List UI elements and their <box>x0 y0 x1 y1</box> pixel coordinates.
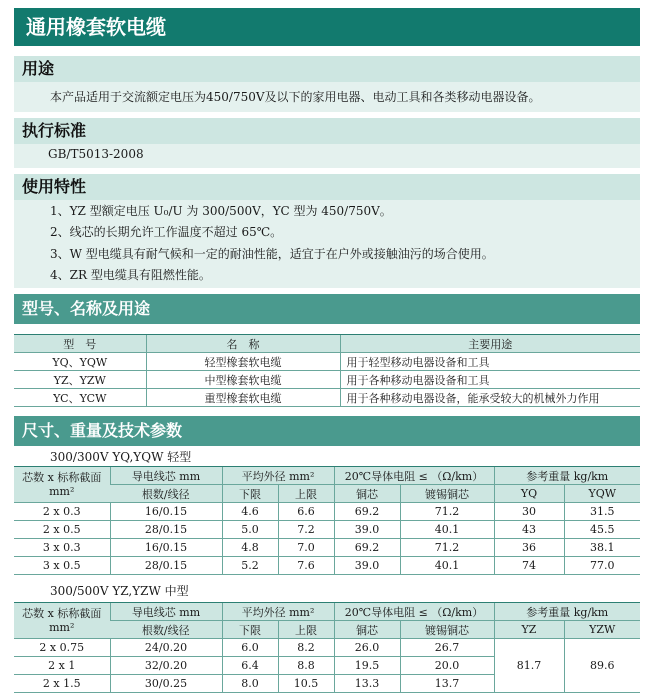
cell: YC、YCW <box>14 389 146 407</box>
cell: 4.6 <box>222 503 278 521</box>
tin-header: 镀锡铜芯 <box>400 485 494 503</box>
cell: 74 <box>494 557 564 575</box>
core-label: 芯数 x 标称截面 <box>22 606 102 620</box>
header-cell: 型 号 <box>14 335 146 353</box>
cell: 2 x 1 <box>14 657 110 675</box>
od-header: 平均外径 mm² <box>222 603 334 621</box>
cell: 31.5 <box>564 503 640 521</box>
cell: 2 x 1.5 <box>14 675 110 693</box>
cell: YQ、YQW <box>14 353 146 371</box>
models-table <box>14 334 640 407</box>
resistance-header: 20℃导体电阻 ≤ （Ω/km） <box>334 467 494 485</box>
feature-item: 2、线芯的长期允许工作温度不超过 65℃。 <box>50 225 283 239</box>
cell: 轻型橡套软电缆 <box>146 353 340 371</box>
cell: 24/0.20 <box>110 639 222 657</box>
table-row <box>14 389 640 407</box>
usage-heading: 用途 <box>14 56 640 82</box>
features-body <box>14 200 640 288</box>
header-cell: 主要用途 <box>340 335 640 353</box>
cell: 20.0 <box>400 657 494 675</box>
table-header-row <box>14 335 640 353</box>
table-row <box>14 557 640 575</box>
weight2-header: YZW <box>564 621 640 639</box>
header-cell: 名 称 <box>146 335 340 353</box>
cell: 5.0 <box>222 521 278 539</box>
standard-text: GB/T5013-2008 <box>48 147 144 161</box>
lower-header: 下限 <box>222 621 278 639</box>
weight-header: 参考重量 kg/km <box>494 467 640 485</box>
cell: 28/0.15 <box>110 557 222 575</box>
cell: 38.1 <box>564 539 640 557</box>
core-header <box>14 467 110 503</box>
cell: 43 <box>494 521 564 539</box>
cell: 7.2 <box>278 521 334 539</box>
strands-header: 根数/线径 <box>110 621 222 639</box>
table-row <box>14 521 640 539</box>
page-title: 通用橡套软电缆 <box>14 8 640 46</box>
specs-heading: 尺寸、重量及技术参数 <box>14 416 640 446</box>
cell: 8.0 <box>222 675 278 693</box>
cell: YZ、YZW <box>14 371 146 389</box>
table-header-row <box>14 603 640 621</box>
cell: 69.2 <box>334 539 400 557</box>
lower-header: 下限 <box>222 485 278 503</box>
cell: 3 x 0.5 <box>14 557 110 575</box>
core-unit: mm² <box>49 484 75 498</box>
models-heading: 型号、名称及用途 <box>14 294 640 324</box>
cell: 6.0 <box>222 639 278 657</box>
cell: 4.8 <box>222 539 278 557</box>
cell: 2 x 0.75 <box>14 639 110 657</box>
cell: 81.7 <box>494 639 564 693</box>
cell: 2 x 0.5 <box>14 521 110 539</box>
cell: 16/0.15 <box>110 503 222 521</box>
standard-body <box>14 144 640 168</box>
cell: 19.5 <box>334 657 400 675</box>
cell: 28/0.15 <box>110 521 222 539</box>
cell: 39.0 <box>334 557 400 575</box>
cell: 用于各种移动电器设备，能承受较大的机械外力作用 <box>340 389 640 407</box>
feature-item: 3、W 型电缆具有耐气候和一定的耐油性能，适宜于在户外或接触油污的场合使用。 <box>50 247 494 261</box>
spec-table-1 <box>14 466 640 575</box>
table-row <box>14 371 640 389</box>
table1-subtitle: 300/300V YQ,YQW 轻型 <box>50 450 192 464</box>
cell: 8.2 <box>278 639 334 657</box>
cell: 30/0.25 <box>110 675 222 693</box>
upper-header: 上限 <box>278 621 334 639</box>
cell: 39.0 <box>334 521 400 539</box>
cell: 45.5 <box>564 521 640 539</box>
cell: 8.8 <box>278 657 334 675</box>
cell: 5.2 <box>222 557 278 575</box>
spec-table-1-body <box>14 503 640 575</box>
cell: 71.2 <box>400 539 494 557</box>
weight-header: 参考重量 kg/km <box>494 603 640 621</box>
cell: 6.6 <box>278 503 334 521</box>
cell: 36 <box>494 539 564 557</box>
cell: 3 x 0.3 <box>14 539 110 557</box>
cell: 40.1 <box>400 557 494 575</box>
features-heading: 使用特性 <box>14 174 640 200</box>
usage-body <box>14 82 640 112</box>
cell: 10.5 <box>278 675 334 693</box>
cell: 7.6 <box>278 557 334 575</box>
table-row <box>14 539 640 557</box>
od-header: 平均外径 mm² <box>222 467 334 485</box>
core-header <box>14 603 110 639</box>
spec-table-2 <box>14 602 640 693</box>
table-row <box>14 503 640 521</box>
weight1-header: YQ <box>494 485 564 503</box>
cu-header: 铜芯 <box>334 485 400 503</box>
cu-header: 铜芯 <box>334 621 400 639</box>
conductor-header: 导电线芯 mm <box>110 467 222 485</box>
weight1-header: YZ <box>494 621 564 639</box>
cell: 71.2 <box>400 503 494 521</box>
cell: 32/0.20 <box>110 657 222 675</box>
cell: 40.1 <box>400 521 494 539</box>
resistance-header: 20℃导体电阻 ≤ （Ω/km） <box>334 603 494 621</box>
strands-header: 根数/线径 <box>110 485 222 503</box>
cell: 89.6 <box>564 639 640 693</box>
cell: 30 <box>494 503 564 521</box>
cell: 用于轻型移动电器设备和工具 <box>340 353 640 371</box>
cell: 13.3 <box>334 675 400 693</box>
table2-subtitle: 300/500V YZ,YZW 中型 <box>50 584 189 598</box>
conductor-header: 导电线芯 mm <box>110 603 222 621</box>
table-header-row <box>14 467 640 485</box>
cell: 77.0 <box>564 557 640 575</box>
core-unit: mm² <box>49 620 75 634</box>
cell: 26.7 <box>400 639 494 657</box>
tin-header: 镀锡铜芯 <box>400 621 494 639</box>
cell: 中型橡套软电缆 <box>146 371 340 389</box>
core-label: 芯数 x 标称截面 <box>22 470 102 484</box>
spec-table-2-body <box>14 639 640 693</box>
standard-heading: 执行标准 <box>14 118 640 144</box>
cell: 2 x 0.3 <box>14 503 110 521</box>
upper-header: 上限 <box>278 485 334 503</box>
weight2-header: YQW <box>564 485 640 503</box>
cell: 6.4 <box>222 657 278 675</box>
table-row <box>14 353 640 371</box>
cell: 26.0 <box>334 639 400 657</box>
cell: 16/0.15 <box>110 539 222 557</box>
cell: 13.7 <box>400 675 494 693</box>
feature-item: 4、ZR 型电缆具有阻燃性能。 <box>50 268 211 282</box>
cell: 重型橡套软电缆 <box>146 389 340 407</box>
cell: 7.0 <box>278 539 334 557</box>
cell: 69.2 <box>334 503 400 521</box>
usage-text: 本产品适用于交流额定电压为450/750V及以下的家用电器、电动工具和各类移动电器设备。 <box>50 90 541 104</box>
cell: 用于各种移动电器设备和工具 <box>340 371 640 389</box>
table-row <box>14 639 640 657</box>
feature-item: 1、YZ 型额定电压 U₀/U 为 300/500V，YC 型为 450/750V。 <box>50 204 392 218</box>
